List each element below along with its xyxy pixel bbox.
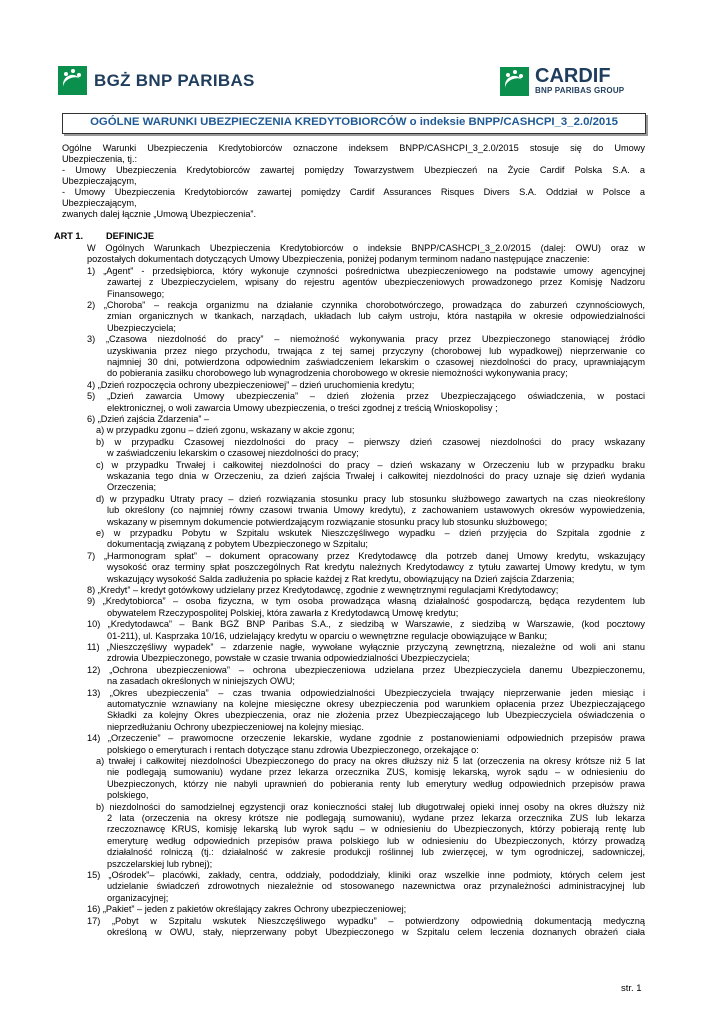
right-logo-subtext: BNP PARIBAS GROUP	[535, 86, 625, 95]
definition-line: 2 lata (orzeczenia na okresy krótsze nie podlegają sumowaniu), wydane przez lekarza orzecznika ZUS lub lekarza	[107, 813, 645, 823]
definition-line: 9) „Kredytobiorca” – osoba fizyczna, w tym osoba prowadząca własną działalność gospodarczą, będąca rezydentem lub	[87, 596, 645, 606]
definition-line: 14) „Orzeczenie” – prawomocne orzeczenie lekarskie, wydane zgodnie z postanowieniami odpowiednich przepisów prawa	[87, 733, 645, 743]
definition-line: zawartej z Ubezpieczycielem, wpisany do rejestru agentów ubezpieczeniowych prowadzonego przez Komisję Nadzoru	[107, 277, 645, 287]
definition-line: emeryturę według odpowiednich przepisów prawa polskiego lub w odniesieniu do Ubezpieczonych, którzy prowadzą	[107, 836, 645, 846]
bgz-bnp-paribas-logo	[58, 66, 255, 95]
definition-line: wskazania tego dnia w Orzeczeniu, za dzień zajścia Trwałej i całkowitej niezdolności do pracy uznaje się dzień wydania	[107, 471, 645, 481]
definition-line: automatycznie wznawiany na kolejne miesięczne okresy ubezpieczenia pod warunkiem opłacenia przez Ubezpieczającego	[107, 699, 645, 709]
definition-line: zdrowia Ubezpieczonego, powstałe w czasie trwania odpowiedzialności Ubezpieczyciela;	[107, 653, 470, 663]
definition-line: wskazany w pisemnym dokumencie potwierdzającym rozwiązanie stosunku pracy lub stosunku służbowego;	[107, 517, 548, 527]
intro-line: zwanych dalej łącznie „Umową Ubezpieczenia”.	[62, 209, 257, 219]
definition-line: lub określony (co najmniej równy czasowi trwania Umowy kredytu), z zachowaniem ustawowych okresów wypowiedzenia,	[107, 505, 645, 515]
article-label: ART 1.	[54, 231, 84, 241]
definition-line: elektronicznej, o woli zawarcia Umowy ubezpieczenia, o treści zgodnej z treścią Wnioskopolisy ;	[107, 403, 498, 413]
definition-line: 12) „Ochrona ubezpieczeniowa” – ochrona ubezpieczeniowa udzielana przez Ubezpieczyciela danemu Ubezpieczonemu,	[87, 665, 645, 675]
intro-line: Ubezpieczającym,	[62, 176, 137, 186]
definition-line: Składki za kolejny Okres ubezpieczenia, oraz nie złożenia przez Ubezpieczającego lub Ubezpieczyciela oświadczenia o	[107, 710, 645, 720]
definition-line: nieprzedłużaniu Ochrony ubezpieczeniowej na kolejny miesiąc.	[107, 722, 364, 732]
article-heading: DEFINICJE	[106, 231, 154, 241]
definition-line: w zaświadczeniu lekarskim o czasowej niezdolności do pracy;	[107, 448, 359, 458]
definition-line: 3) „Czasowa niezdolność do pracy” – niemożność wykonywania pracy przez Ubezpieczonego stanowiącej źródło	[87, 334, 645, 344]
right-logo-text: CARDIF	[535, 65, 611, 87]
definition-line: polskiego o emeryturach i rentach dotyczące stanu zdrowia Ubezpieczonego, orzekające o:	[107, 745, 479, 755]
definition-line: 15) „Ośrodek”– placówki, zakłady, centra, oddziały, pododdziały, kliniki oraz wszelkie inne podmioty, których celem jest	[87, 870, 645, 880]
left-logo-text: BGŻ BNP PARIBAS	[94, 70, 255, 90]
definition-line: organizacyjnej;	[107, 893, 169, 903]
definition-line: 6) „Dzień zajścia Zdarzenia” –	[87, 414, 210, 424]
title-box	[62, 113, 646, 134]
definition-line: c) w przypadku Trwałej i całkowitej niezdolności do pracy – dzień wskazany w Orzeczeniu lub w przypadku braku	[96, 460, 645, 470]
definition-line: 16) „Pakiet” – jeden z pakietów określający zakres Ochrony ubezpieczeniowej;	[87, 904, 407, 914]
definition-line: 17) „Pobyt w Szpitalu wskutek Nieszczęśliwego wypadku” – potwierdzony odpowiednią dokumentacją medyczną	[87, 916, 645, 926]
intro-line: - Umowy Ubezpieczenia Kredytobiorców zawartej pomiędzy Towarzystwem Ubezpieczeń na Życie Cardif Polska S.A. a	[62, 165, 645, 175]
bnp-stars-icon	[58, 66, 87, 95]
definition-line: 8) „Kredyt” – kredyt gotówkowy udzielany przez Kredytodawcę, zgodnie z wewnętrznymi regulacjami Kredytodawcy;	[87, 585, 559, 595]
definition-line: b) w przypadku Czasowej niezdolności do pracy – pierwszy dzień czasowej niezdolności do pracy wskazany	[96, 437, 645, 447]
definition-line: 10) „Kredytodawca” – Bank BGŻ BNP Paribas S.A., z siedzibą w Warszawie, z siedzibą w Warszawie, (kod pocztowy	[87, 619, 645, 629]
intro-line: Ubezpieczenia, tj.:	[62, 154, 138, 164]
definition-line: Ubezpieczyciela;	[107, 323, 176, 333]
definition-line: pszczelarskiej lub rybnej);	[107, 859, 213, 869]
definition-line: b) niezdolności do samodzielnej egzystencji oraz konieczności stałej lub długotrwałej opieki innej osoby na okres dłuższy niż	[96, 802, 645, 812]
intro-line: Ubezpieczającym,	[62, 198, 137, 208]
intro-line: - Umowy Ubezpieczenia Kredytobiorców zawartej pomiędzy Cardif Assurances Risques Divers S.A. Oddział w Polsce a	[62, 187, 645, 197]
definition-line: 4) „Dzień rozpoczęcia ochrony ubezpieczeniowej” – dzień uruchomienia kredytu;	[87, 380, 415, 390]
definition-line: 01-211), ul. Kasprzaka 10/16, udzielający kredytu w oparciu o wewnętrzne regulacje obowiązujące w Banku;	[107, 631, 548, 641]
definition-line: 11) „Nieszczęśliwy wypadek” – zdarzenie nagłe, wywołane wyłącznie przyczyną zewnętrzną, niezależne od woli ani stanu	[87, 642, 645, 652]
page-title: OGÓLNE WARUNKI UBEZPIECZENIA KREDYTOBIORCÓW o indeksie BNPP/CASHCPI_3_2.0/2015	[90, 116, 618, 128]
definition-line: 1) „Agent” - przedsiębiorca, który wykonuje czynności pośrednictwa ubezpieczeniowego na podstawie umowy agencyjnej	[87, 266, 645, 276]
cardif-stars-icon	[500, 67, 529, 96]
definition-line: e) w przypadku Pobytu w Szpitalu wskutek Nieszczęśliwego wypadku – dzień przyjęcia do Szpitala zgodnie z	[96, 528, 645, 538]
definition-line: W Ogólnych Warunkach Ubezpieczenia Kredytobiorców o indeksie BNPP/CASHCPI_3_2.0/2015 (dalej: OWU) oraz w	[87, 243, 645, 253]
definition-line: uzyskiwania przez niego przychodu, trwająca z tej samej przyczyny (chorobowej lub wypadkowej) nieprzerwanie co	[107, 346, 645, 356]
definition-line: określoną w OWU, stały, nieprzerwany pobyt Ubezpieczonego w Szpitalu celem leczenia doznanych obrażeń ciała	[107, 927, 645, 937]
definition-line: rzeczoznawcę KRUS, komisję lekarską lub wyrok sądu – w odniesieniu do Ubezpieczonych, którzy pobierają rentę lub	[107, 824, 645, 834]
definition-line: wysokość oraz terminy spłat poszczególnych Rat kredytu należnych Kredytodawcy z tytułu zawartej Umowy kredytu, w tym	[107, 562, 645, 572]
definition-line: do pobierania zasiłku chorobowego lub wynagrodzenia chorobowego w okresie niemożności wykonywania pracy;	[107, 368, 568, 378]
definition-line: 13) „Okres ubezpieczenia” – czas trwania odpowiedzialności Ubezpieczyciela trwający nieprzerwanie jeden miesiąc i	[87, 688, 645, 698]
definition-line: najmniej 30 dni, potwierdzona odpowiednim zaświadczeniem lekarskim o czasowej niezdolności do pracy, uprawniającym	[107, 357, 645, 367]
definition-line: na zasadach określonych w niniejszych OWU;	[107, 676, 295, 686]
cardif-logo	[500, 66, 624, 96]
definition-line: d) w przypadku Utraty pracy – dzień rozwiązania stosunku pracy lub stosunku służbowego zawartych na czas nieokreślony	[96, 494, 645, 504]
definition-line: udzielanie świadczeń zdrowotnych niezależnie od stosowanego nazewnictwa oraz przynależności administracyjnej lub	[107, 881, 645, 891]
definition-line: pozostałych dokumentach dotyczących Umowy Ubezpieczenia, poniżej podanym terminom nadano następujące znaczenie:	[87, 254, 590, 264]
definition-line: dokumentacją związaną z pobytem Ubezpieczonego w Szpitalu;	[107, 539, 368, 549]
definition-line: a) w przypadku zgonu – dzień zgonu, wskazany w akcie zgonu;	[96, 425, 355, 435]
definition-line: obywatelem Rzeczypospolitej Polskiej, która zawarła z Kredytodawcą Umowę kredytu;	[107, 608, 459, 618]
definition-line: Orzeczenia;	[107, 482, 157, 492]
definition-line: Ubezpieczonych, którzy nie nabyli uprawnień do pobierania renty lub emerytury według odpowiednich przepisów prawa	[107, 779, 645, 789]
page-number: str. 1	[621, 983, 642, 994]
definition-line: działalność rolniczą (tj.: działalność w zakresie produkcji roślinnej lub zwierzęcej, w tym ogrodniczej, sadowniczej,	[107, 847, 645, 857]
definition-line: Finansowego;	[107, 289, 165, 299]
intro-line: Ogólne Warunki Ubezpieczenia Kredytobiorców oznaczone indeksem BNPP/CASHCPI_3_2.0/2015 stosuje się do Umowy	[62, 143, 645, 153]
definition-line: nie podlegają sumowaniu) wydane przez lekarza orzecznika ZUS, komisję lekarską, wyrok sądu – w odniesieniu do	[107, 767, 645, 777]
definition-line: wskazujący wysokość Salda zadłużenia po spłacie każdej z Rat kredytu, obowiązujący na Dzień zajścia Zdarzenia;	[107, 574, 575, 584]
definition-line: 7) „Harmonogram spłat” – dokument opracowany przez Kredytodawcę dla potrzeb danej Umowy kredytu, wskazujący	[87, 551, 645, 561]
definition-line: zmian organicznych w tkankach, narządach, układach lub całym ustroju, która nastąpiła w okresie odpowiedzialności	[107, 311, 645, 321]
definition-line: 2) „Choroba” – reakcja organizmu na działanie czynnika chorobotwórczego, prowadząca do zaburzeń czynnościowych,	[87, 300, 645, 310]
definition-line: a) trwałej i całkowitej niezdolności Ubezpieczonego do pracy na okres dłuższy niż 5 lat (orzeczenia na okresy krótsze niż 5 lat	[96, 756, 645, 766]
definition-line: polskiego,	[107, 790, 149, 800]
definition-line: 5) „Dzień zawarcia Umowy ubezpieczenia” – dzień złożenia przez Ubezpieczającego oświadczenia, w postaci	[87, 391, 645, 401]
